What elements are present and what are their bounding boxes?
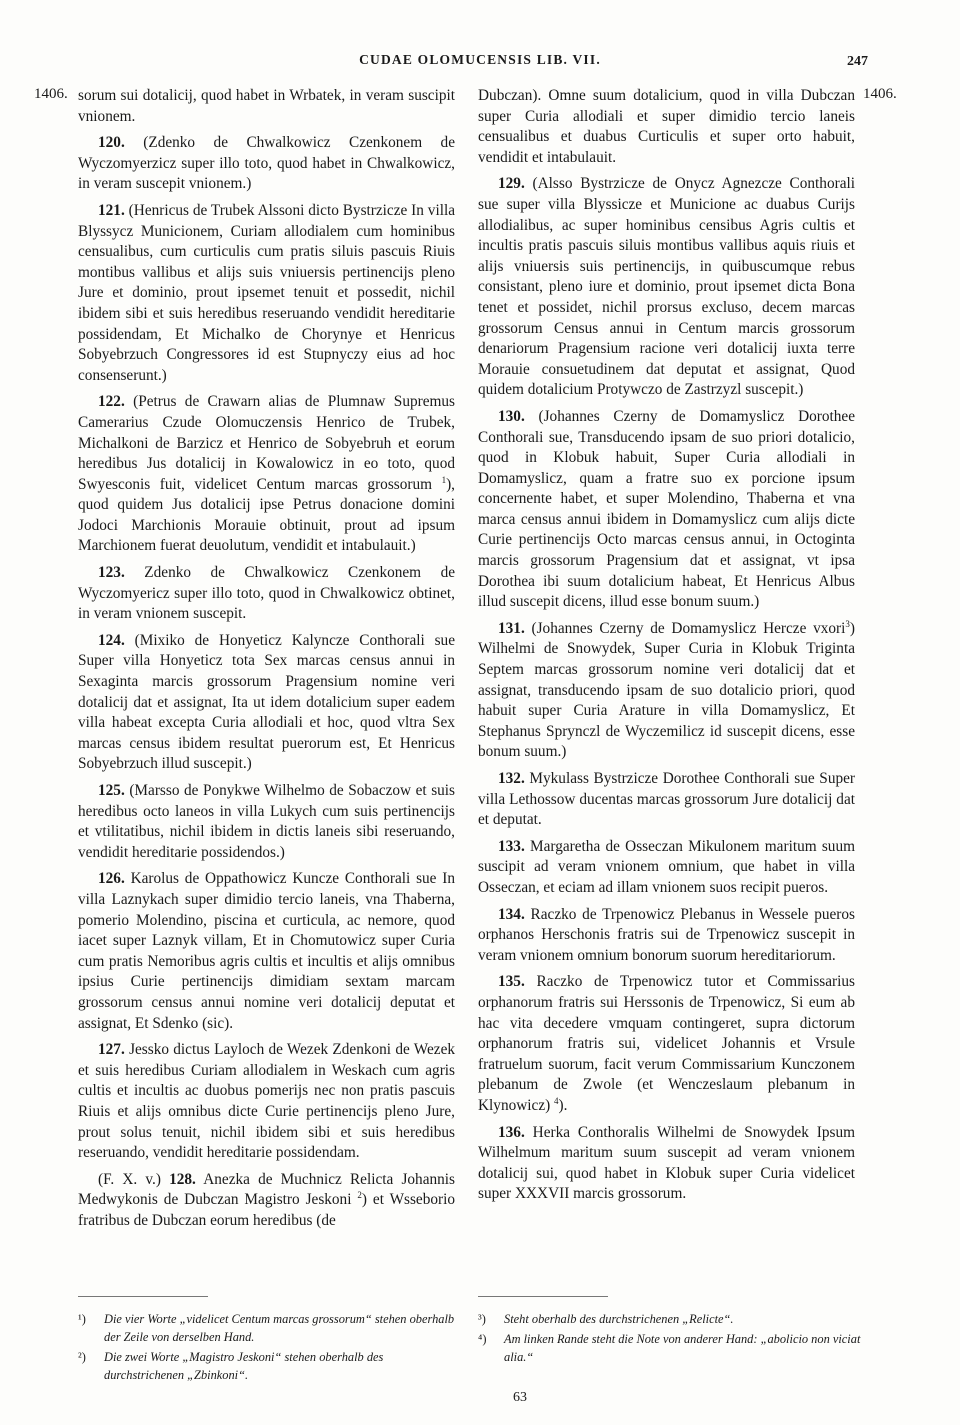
footnote-text: Die vier Worte „videlicet Centum marcas grossorum“ stehen oberhalb der Zeile von derselben Hand. xyxy=(104,1312,455,1344)
entry-continuation: sorum sui dotalicij, quod habet in Wrbatek, in veram suscipit vnionem. xyxy=(78,87,455,125)
entry-128-continuation: Dubczan). Omne suum dotalicium, quod in villa Dubczan super Curia allodiali et super dimidio tercio laneis censualibus et duabus Curticulis et super orto habuit, vendidit et intabulauit. xyxy=(478,87,855,166)
entry-133: 133. Margaretha de Osseczan Mikulonem maritum suum suscipit ad veram vnionem omnium, que habet in villa Osseczan, et eciam ad illam vnionem suos recipit pueros. xyxy=(478,837,855,896)
footnote-rule-left xyxy=(78,1296,208,1297)
entry-135: 135. Raczko de Trpenowicz tutor et Commissarius orphanorum fratris sui Herssonis de Trpenowicz, Si eum ab hac vita decedere vmquam contingeret, supra dictorum orphanorum fratris sui, videlicet Johannis et Vrsule fratruelum suorum, facit verum Commissarium Kunczonem plebanum de Zwole (et Wenczeslaum plebanum in Klynowicz) $^4$). xyxy=(478,973,855,1114)
footnote-rule-right xyxy=(478,1296,608,1297)
footnote-mark: ²) xyxy=(78,1350,86,1364)
entry-136: 136. Herka Conthoralis Wilhelmi de Snowydek Ipsum Wilhelmum maritum suum suscepit ad veram vnionem dotalicij sui, quod habet in Klobuk super Curia videlicet super XXXVII marcis grossorum. xyxy=(478,1123,855,1203)
entry-number: 123. xyxy=(98,564,125,582)
footnote-mark: ³) xyxy=(478,1312,486,1326)
entry-number: 128. xyxy=(169,1170,196,1188)
entry-number: 125. xyxy=(98,782,125,799)
entry-120: 120. (Zdenko de Chwalkowicz Czenkonem de Wyczomyerzicz super illo toto, quod habet in Chwalkowicz, in veram suscepit vnionem.) xyxy=(78,134,455,193)
footnote-mark: ¹) xyxy=(78,1312,86,1326)
entry-131: 131. (Johannes Czerny de Domamyslicz Hercze vxori$^3$) Wilhelmi de Snowydek, Super Curia in Klobuk Triginta Septem marcas grossorum nomine veri dotalicij dat et assignat, transducendo ipsam de suo dotalicio priori, quod habuit super Curia Arature in villa Domamyslicz, Et Stephanus Sprynczl de Wyczemilicz id suscepit dicens, esse bonum suum.) xyxy=(478,618,855,761)
entry-123: 123. Zdenko de Chwalkowicz Czenkonem de Wyczomyericz super illo toto, quod in Chwalkowicz obtinet, in veram vnionem suscepit. xyxy=(78,564,456,623)
entry-125: 125. (Marsso de Ponykwe Wilhelmo de Sobaczow et suis heredibus octo laneos in villa Lukych cum suis pertinencijs et vtilitatibus, nichil ibidem in dictis laneis sibi reseruando, vendidit hereditarie possidendos.) xyxy=(78,782,456,861)
footnote-text: Die zwei Worte „Magistro Jeskoni“ stehen oberhalb des durchstrichenen „Zbinkoni“. xyxy=(104,1350,384,1382)
entry-number: 129. xyxy=(498,175,525,193)
entry-number: 124. xyxy=(98,631,125,649)
right-column xyxy=(478,86,855,1211)
footnote-1 xyxy=(78,1310,463,1346)
entry-129: 129. (Alsso Bystrzicze de Onycz Agnezcze Conthorali sue super villa Blyssicze et Municione ac duabus Curijs allodialibus, ac super hominibus censibus Agris cultis et incultis pratis pascuis siluis montibus vallibus aquis riuis et alijs vniuersis suis pertinencijs, in quibuscumque rebus consistant, pleno iure et dominio, prout ipsemet dicta Bona tenet et possidet, nichil prorsus excluso, decem marcas grossorum Census annui in Centum marcis grossorum denariorum Pragensium racione veri dotalicij iuxta terre Morauie consuetudinem dat deputat et assignat, Quod quidem dotalicium Protywczo de Zastrzyzl suscepit.) xyxy=(478,175,855,399)
entry-number: 122. xyxy=(98,393,125,411)
footnote-ref: 2 xyxy=(357,1190,362,1201)
footnote-4 xyxy=(478,1330,863,1366)
margin-year-left: 1406. xyxy=(34,86,68,102)
entry-128: (F. X. v.) 128. Anezka de Muchnicz Relicta Johannis Medwykonis de Dubczan Magistro Jeskoni $^2$) et Wsseborio fratribus de Dubczan eorum heredibus (de xyxy=(78,1170,455,1229)
footnote-text: Am linken Rande steht die Note von anderer Hand: „abolicio non viciat alia.“ xyxy=(504,1332,861,1364)
entry-number: 135. xyxy=(498,973,525,991)
entry-number: 132. xyxy=(498,770,525,787)
entry-number: 133. xyxy=(498,837,525,855)
entry-122: 122. (Petrus de Crawarn alias de Plumnaw Supremus Camerarius Czude Olomuczensis Henrico de Trubek, Michalkoni de Barzicz et Henrico de Sobyebruh et eorum heredibus Jus dotalicij in Kowalowicz in eo toto, quod Swyesconis fuit, videlicet Centum marcas grossorum $^1$), quod quidem Jus dotalicij ipse Petrus donacione domini Jodoci Marchionis Morauie obtinuit, prout ad ipsum Marchionem fuerat deuolutum, vendidit et intabulauit.) xyxy=(78,393,455,555)
page-number: 247 xyxy=(847,54,868,69)
sheet-number: 63 xyxy=(513,1390,527,1405)
entry-127: 127. Jessko dictus Layloch de Wezek Zdenkoni de Wezek et suis heredibus Curiam allodialem in Weskach cum agris cultis et incultis ac duobus pomerijs nec non pratis pascuis Riuis et alijs omnibus dicte Curie pertinencijs pleno Jure, prout solus tenuit, nichil ibidem sibi et suis heredibus reseruando, vendidit hereditarie possidendam. xyxy=(78,1041,456,1162)
footnote-ref: 4 xyxy=(554,1095,559,1106)
entry-number: 134. xyxy=(498,905,525,923)
entry-number: 136. xyxy=(498,1123,525,1141)
entry-number: 127. xyxy=(98,1041,125,1059)
footnote-3 xyxy=(478,1310,863,1328)
folio-reference: (F. X. v.) xyxy=(98,1170,161,1188)
footnotes-right xyxy=(478,1310,863,1368)
footnote-ref: 1 xyxy=(441,474,447,485)
entry-number: 131. xyxy=(498,619,525,637)
entry-134: 134. Raczko de Trpenowicz Plebanus in Wessele pueros orphanos Herschonis fratris sui de Trpenowicz suscepit in veram vnionem omnium bonorum suorum hereditariorum. xyxy=(478,905,855,964)
footnote-mark: ⁴) xyxy=(478,1332,487,1346)
footnote-text: Steht oberhalb des durchstrichenen „Relicte“. xyxy=(504,1312,734,1326)
footnotes-left xyxy=(78,1310,463,1386)
entry-130: 130. (Johannes Czerny de Domamyslicz Dorothee Conthorali sue, Transducendo ipsam de suo priori dotalicio, quod in Klobuk habuit, Super Curia allodiali in Domamyslicz, quam a fratre suo ex porcione ipsum concernente habet, et super Molendino, Thaberna et vna marca census annui ibidem in Domamyslicz cum alijs dicte Curie pertinencijs Octo marcas census annui, in Octoginta marcis grossorum Pragensium dat et assignat, vt ipsa Dorothea ibi suum dotalicium habeat, Et Henricus Albus illud suscepit dicens, illud esse bonum suum.) xyxy=(478,407,855,611)
footnote-ref: 3 xyxy=(845,618,850,629)
entry-number: 126. xyxy=(98,870,125,888)
footnote-2 xyxy=(78,1348,463,1384)
entry-124: 124. (Mixiko de Honyeticz Kalyncze Conthorali sue Super villa Honyeticz tota Sex marcas census annui in Sexaginta marcis grossorum Pragensium nomine veri dotalicij dat et assignat, Ita ut idem dotalicium super eadem villa habeat excepta Curia allodiali et hoc, quod vltra Sex marcas census ibidem resultat puerorum est, Et Henricus Sobyebrzuch illud suscepit.) xyxy=(78,631,455,773)
entry-121: 121. (Henricus de Trubek Alssoni dicto Bystrzicze In villa Blyssycz Municionem, Curiam allodialem cum hominibus censualibus, cum curticulis cum pratis siluis pascuis Riuis montibus vallibus et alijs suis vniuersis pertinencijs pleno Jure et dominio, prout ipsemet tenuit et possedit, nichil ibidem sibi et suis heredibus reseruando vendidit hereditarie possidendam, Et Michalko de Chorynye et Henricus Sobyebrzuch Congressores id est Stupnyczy eius ad hoc consenserunt.) xyxy=(78,201,455,384)
entry-number: 130. xyxy=(498,407,525,425)
entry-number: 120. xyxy=(98,134,125,152)
left-column xyxy=(78,86,455,1237)
entry-126: 126. Karolus de Oppathowicz Kuncze Conthorali sue In villa Laznykach super dimidio tercio laneis, vna Thaberna, pomerio Molendino, piscina et curticula, ac nemore, quod iacet super Laznyk villam, Et in Chomutowicz super Curia cum pratis Nemoribus agris cultis et incultis et alijs omnibus ipsius Curie pertinencijs dimidiam sextam marcam grossorum census annui nomine veri dotalicij deputat et assignat, Et Sdenko (sic). xyxy=(78,870,455,1032)
page-header xyxy=(0,52,960,74)
entry-number: 121. xyxy=(98,201,125,219)
entry-132: 132. Mykulass Bystrzicze Dorothee Conthorali sue Super villa Lethossow ducentas marcas grossorum Jure dotalicij dat et deputat. xyxy=(478,770,855,829)
margin-year-right: 1406. xyxy=(863,86,897,102)
running-title: CUDAE OLOMUCENSIS LIB. VII. xyxy=(359,52,601,67)
